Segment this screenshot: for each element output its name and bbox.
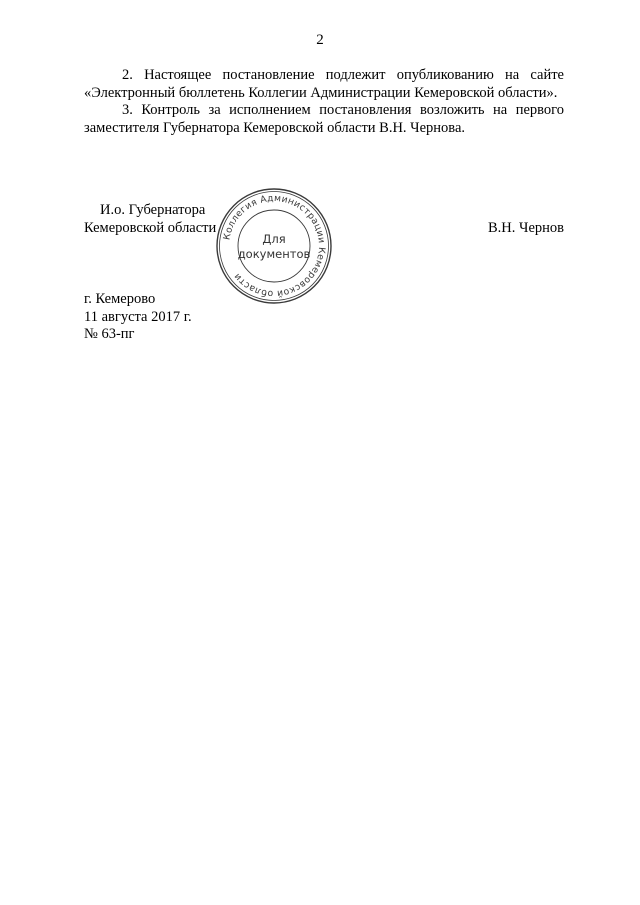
stamp-icon xyxy=(214,186,334,306)
stamp-center-line-1: Для xyxy=(262,232,286,246)
document-body xyxy=(84,67,564,137)
paragraph-publication: 2. Настоящее постановление подлежит опубликованию на сайте «Электронный бюллетень Коллегии Администрации Кемеровской области». xyxy=(84,67,564,101)
footer-city: г. Кемерово xyxy=(84,291,156,307)
paragraph-control: 3. Контроль за исполнением постановления возложить на первого заместителя Губернатора Кемеровской области В.Н. Чернова. xyxy=(84,102,564,136)
footer-document-number: № 63-пг xyxy=(84,326,135,342)
official-stamp xyxy=(214,186,334,306)
signer-name: В.Н. Чернов xyxy=(488,220,564,236)
document-footer xyxy=(84,291,192,344)
footer-date: 11 августа 2017 г. xyxy=(84,308,192,325)
signer-region: Кемеровской области xyxy=(84,220,217,236)
signer-title: И.о. Губернатора xyxy=(100,202,206,218)
stamp-ring-text: Коллегия Администрации Кемеровской области xyxy=(221,192,328,300)
page-number: 2 xyxy=(316,32,324,48)
stamp-center-line-2: документов xyxy=(237,247,311,261)
